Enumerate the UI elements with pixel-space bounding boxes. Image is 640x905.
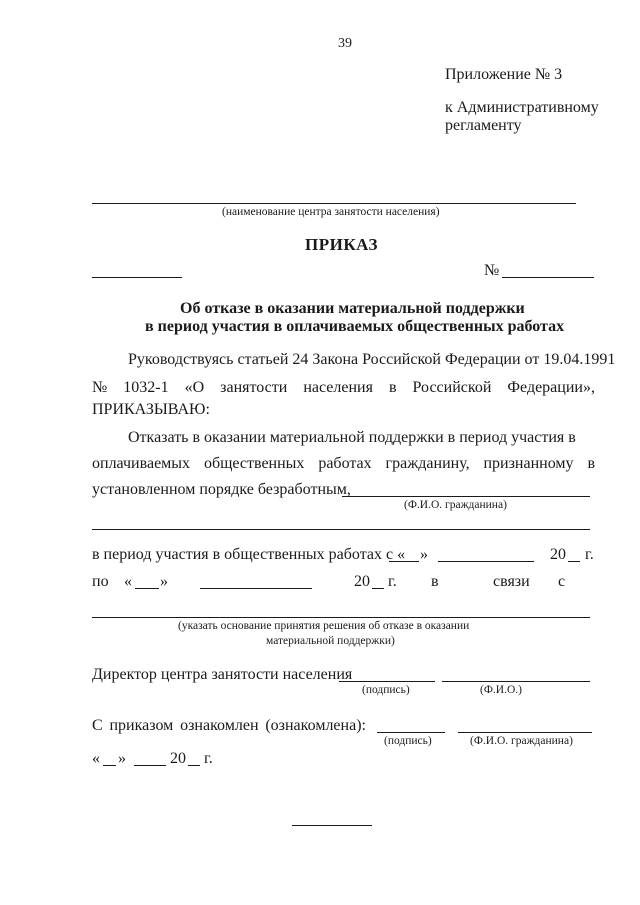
period-to-year-blank: [372, 588, 384, 589]
date-year-blank: [188, 765, 200, 766]
center-name-caption: (наименование центра занятости населения): [222, 206, 440, 218]
period-to-g: г.: [388, 573, 397, 590]
director-fio-line: [442, 681, 590, 682]
order-word: оплачиваемых: [92, 455, 191, 472]
date-year: 20: [170, 750, 186, 767]
acquainted-signature-caption: (подпись): [384, 735, 432, 747]
period-line-2: [92, 573, 597, 593]
acquainted-word: (ознакомлена):: [265, 717, 366, 734]
preamble-line-2: [92, 379, 595, 397]
appendix-line-3: регламенту: [445, 117, 522, 134]
period-to-year: 20: [354, 573, 370, 590]
subject-line-2: в период участия в оплачиваемых общественных работах: [145, 318, 565, 335]
order-word: работах: [318, 455, 372, 472]
number-sign: №: [484, 262, 500, 279]
reason-caption-line-2: материальной поддержки): [266, 635, 395, 647]
period-line-1: [92, 546, 597, 566]
citizen-fio-caption: (Ф.И.О. гражданина): [404, 499, 507, 511]
acquainted-fio-caption: (Ф.И.О. гражданина): [470, 735, 573, 747]
period-from-g: г.: [585, 546, 594, 563]
preamble-word: №: [92, 379, 108, 396]
preamble-line-3: ПРИКАЗЫВАЮ:: [92, 401, 210, 418]
period-to-quote-close: »: [160, 573, 168, 590]
preamble-word: населения: [303, 379, 373, 396]
subject-line-1: Об отказе в оказании материальной поддержки: [180, 300, 525, 317]
reason-line: [92, 617, 590, 618]
order-line-2: [92, 455, 595, 473]
blank-line: [92, 529, 590, 530]
acquainted-fio-line: [458, 732, 592, 733]
end-rule: [292, 825, 372, 826]
preamble-word: занятости: [220, 379, 288, 396]
director-signature-line: [339, 681, 435, 682]
reason-caption-line-1: (указать основание принятия решения об отказе в оказании: [178, 620, 470, 632]
order-line-1: Отказать в оказании материальной поддержки в период участия в: [128, 429, 576, 446]
period-to-day-blank: [135, 588, 159, 589]
period-from-year-blank: [568, 561, 580, 562]
acquainted-signature-line: [377, 732, 445, 733]
word-svyazi: связи: [493, 573, 530, 590]
period-from-month-blank: [438, 561, 534, 562]
preamble-word: 1032-1: [123, 379, 169, 396]
acquainted-date: [92, 750, 242, 770]
director-fio-caption: (Ф.И.О.): [480, 684, 522, 696]
period-from-quote-close: »: [420, 546, 428, 563]
appendix-line-1: Приложение № 3: [445, 66, 563, 83]
date-g: г.: [204, 750, 213, 767]
date-day-blank: [103, 765, 116, 766]
order-word: в: [587, 455, 595, 472]
preamble-word: «О: [184, 379, 205, 396]
period-to-quote-open: «: [124, 573, 132, 590]
acquainted-word: приказом: [109, 717, 174, 734]
page-number: 39: [338, 36, 352, 51]
order-word: признанному: [483, 455, 574, 472]
document-title: ПРИКАЗ: [305, 235, 378, 254]
acquainted-word: ознакомлен: [180, 717, 259, 734]
order-number-line: [502, 277, 594, 278]
order-date-line: [92, 277, 182, 278]
preamble-line-1: Руководствуясь статьей 24 Закона Российской Федерации от 19.04.1991: [128, 351, 616, 368]
acquainted-label: [92, 717, 366, 735]
order-word: общественных: [203, 455, 305, 472]
word-v: в: [431, 573, 439, 590]
word-s: с: [558, 573, 566, 590]
preamble-word: Федерации»,: [507, 379, 595, 396]
date-month-blank: [134, 765, 166, 766]
period-from-label: в период участия в общественных работах с «: [92, 546, 406, 563]
acquainted-word: С: [92, 717, 103, 734]
director-label: Директор центра занятости населения: [92, 666, 353, 683]
director-signature-caption: (подпись): [362, 684, 410, 696]
preamble-word: Российской: [412, 379, 492, 396]
order-line-3: установленном порядке безработным,: [92, 481, 351, 498]
period-from-year: 20: [550, 546, 566, 563]
period-to-month-blank: [200, 588, 312, 589]
period-from-day-blank: [389, 561, 419, 562]
period-to-label: по: [92, 573, 109, 590]
center-name-line: [92, 203, 576, 204]
order-word: гражданину,: [385, 455, 470, 472]
date-quote-open: «: [92, 750, 100, 767]
preamble-word: в: [388, 379, 397, 396]
date-quote-close: »: [118, 750, 126, 767]
citizen-fio-line: [342, 496, 590, 497]
appendix-line-2: к Административному: [445, 99, 599, 116]
